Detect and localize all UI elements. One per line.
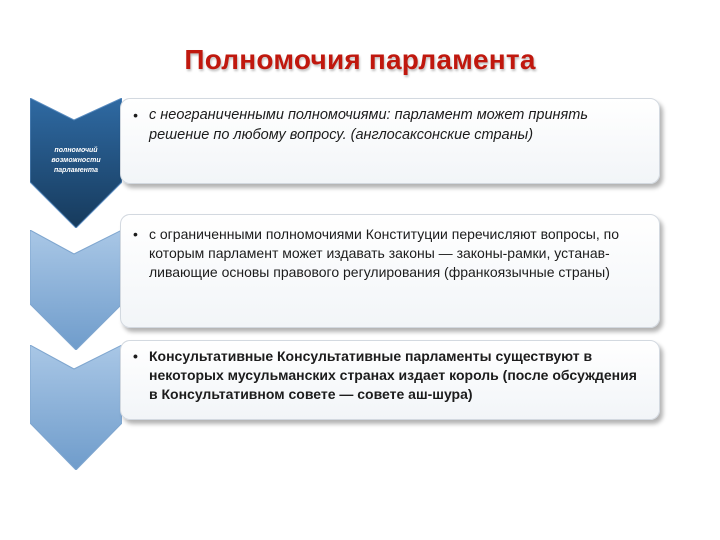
bullet-3: • bbox=[133, 348, 138, 364]
page-title: Полномочия парламента bbox=[184, 44, 536, 75]
chevron-label: полномочий возможности парламента bbox=[51, 147, 101, 174]
item-box-2 bbox=[120, 214, 660, 328]
item-box-3 bbox=[120, 340, 660, 420]
bullet-2: • bbox=[133, 226, 138, 242]
item-2-text: с ограниченными полномочиями Конституции перечисляют вопросы, по которым парламент может издавать законы — законы-рамки, устанав-ливающие основы правового регулирования (франкоязычные страны) bbox=[149, 226, 620, 280]
item-box-1 bbox=[120, 98, 660, 184]
item-3-text: Консультативные Консультативные парламенты существуют в некоторых мусульманских странах издает король (после обсуждения в Консультативном совете — совете аш-шура) bbox=[149, 348, 637, 402]
item-text-3 bbox=[133, 347, 639, 404]
chevron-arrow-2 bbox=[30, 230, 122, 350]
item-text-1 bbox=[133, 105, 639, 145]
bullet-1: • bbox=[133, 107, 138, 123]
item-text-2 bbox=[133, 225, 639, 282]
chevron-arrow-3 bbox=[30, 345, 122, 470]
item-1-text: с неограниченными полномочиями: парламент может принять решение по любому вопросу. (англосаксонские страны) bbox=[149, 107, 588, 143]
